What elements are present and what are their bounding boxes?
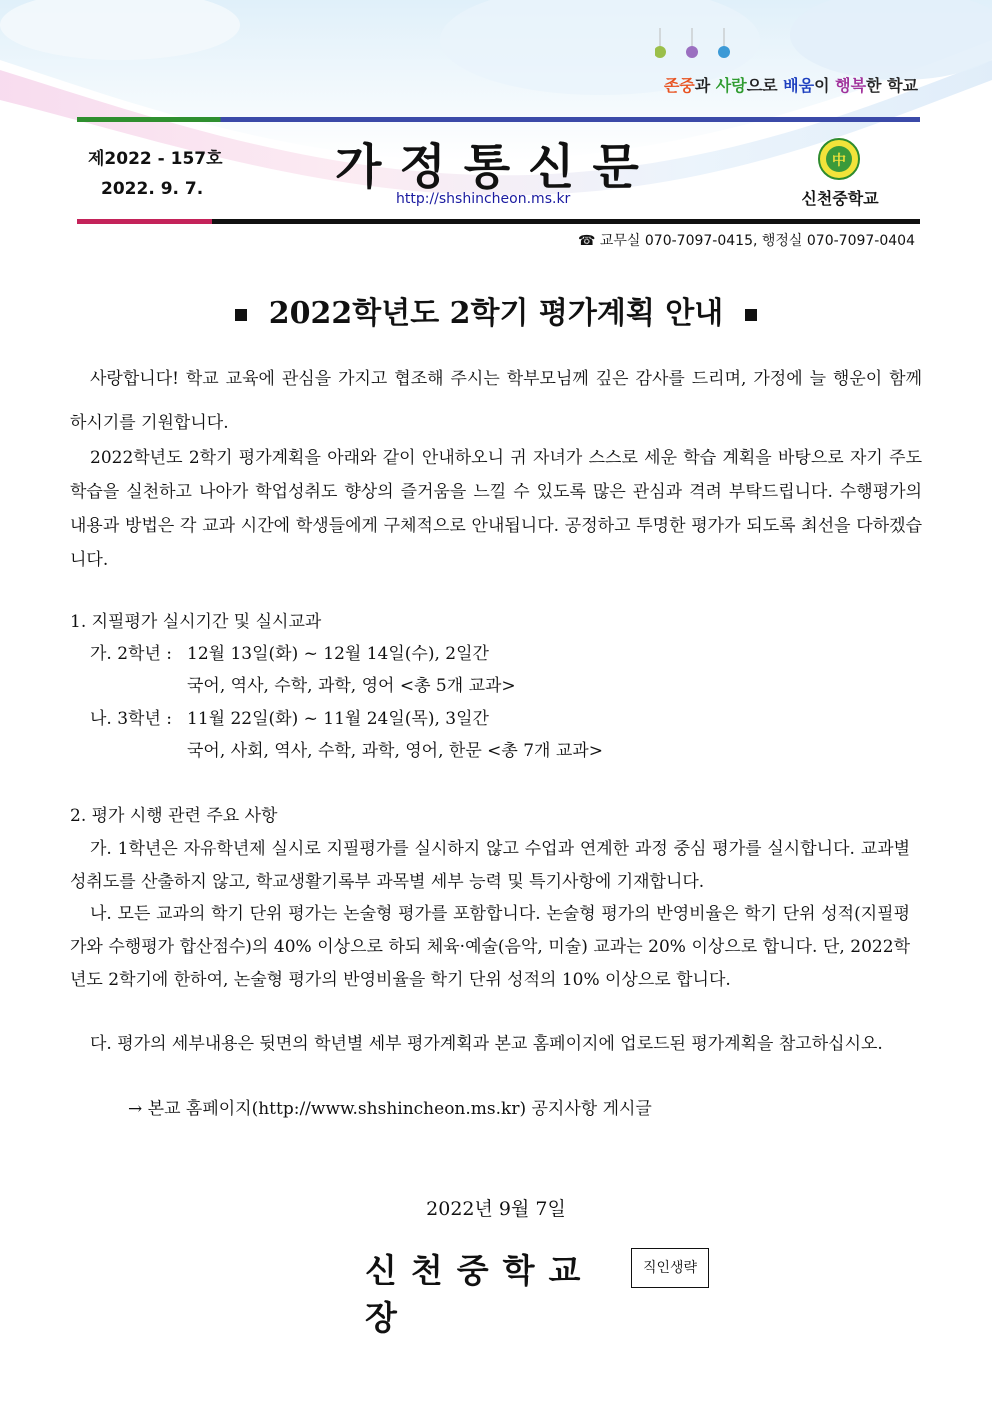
issue-number: 제2022 - 157호 [88,149,223,169]
contact-numbers: 교무실 070-7097-0415, 행정실 070-7097-0404 [599,233,915,249]
slogan-part: 배움 [783,76,815,95]
slogan-part: 존중 [663,76,695,95]
principal-signature: 신천중학교장 [365,1251,595,1337]
newsletter-title: 가정통신문 [335,139,657,195]
phone-icon: ☎ [577,233,596,249]
section-title: 2. 평가 시행 관련 주요 사항 [70,806,278,826]
slogan-part: 이 [814,76,836,95]
header-top-rule [77,117,920,122]
decorative-dots-icon [655,28,735,68]
homepage-note: → 본교 홈페이지(http://www.shshincheon.ms.kr) 공지사항 게시글 [128,1099,652,1119]
school-slogan [560,73,918,96]
list-item-label: 나. 3학년 : [90,709,173,729]
school-url[interactable]: http://shshincheon.ms.kr [396,191,571,207]
list-item: 다. 평가의 세부내용은 뒷면의 학년별 세부 평가계획과 본교 홈페이지에 업로드된 평가계획을 참고하십시오. [90,1034,883,1054]
intro-paragraph: 사랑합니다! 학교 교육에 관심을 가지고 협조해 주시는 학부모님께 깊은 감사를 드리며, 가정에 늘 행운이 함께 하시기를 기원합니다. [70,369,922,433]
slogan-part: 행복 [835,76,867,95]
list-item: 가. 1학년은 자유학년제 실시로 지필평가를 실시하지 않고 수업과 연계한 과정 중심 평가를 실시합니다. 교과별 성취도를 산출하지 않고, 학교생활기록부 과목별 세부 능력 및 특기사항에 기재합니다. [70,839,910,892]
exam-subjects: 국어, 사회, 역사, 수학, 과학, 영어, 한문 <총 7개 교과> [187,741,603,761]
issue-date: 2022. 9. 7. [101,179,204,199]
seal-omitted-box: 직인생략 [631,1248,709,1288]
exam-period: 11월 22일(화) ~ 11월 24일(목), 3일간 [187,709,489,729]
exam-subjects: 국어, 역사, 수학, 과학, 영어 <총 5개 교과> [187,676,516,696]
slogan-part: 으로 [746,76,784,95]
list-item-label: 가. 2학년 : [90,644,173,664]
svg-text:中: 中 [832,153,846,169]
section-title: 1. 지필평가 실시기간 및 실시교과 [70,612,322,632]
slogan-part: 과 [694,76,716,95]
letter-date: 2022년 9월 7일 [426,1198,566,1220]
header-bottom-rule [77,219,920,224]
square-bullet-icon [235,309,247,321]
intro-paragraph: 2022학년도 2학기 평가계획을 아래와 같이 안내하오니 귀 자녀가 스스로 세운 학습 계획을 바탕으로 자기 주도 학습을 실천하고 나아가 학업성취도 향상의 즐거움을 느낄 수 있도록 많은 관심과 격려 부탁드립니다. 수행평가의 내용과 방법은 각 교과 시간에 학생들에게 구체적으로 안내됩니다. 공정하고 투명한 평가가 되도록 최선을 다하겠습니다. [70,448,922,570]
school-name: 신천중학교 [801,189,879,208]
notice-heading-text: 2022학년도 2학기 평가계획 안내 [268,296,724,331]
contact-info [520,230,915,250]
slogan-part: 사랑 [715,76,747,95]
notice-heading [0,288,992,332]
exam-period: 12월 13일(화) ~ 12월 14일(수), 2일간 [187,644,489,664]
list-item: 나. 모든 교과의 학기 단위 평가는 논술형 평가를 포함합니다. 논술형 평가의 반영비율은 학기 단위 성적(지필평가와 수행평가 합산점수)의 40% 이상으로 하되 체육·예술(음악, 미술) 교과는 20% 이상으로 합니다. 단, 2022학년도 2학기에 한하여, 논술형 평가의 반영비율을 학기 단위 성적의 10% 이상으로 합니다. [70,904,910,990]
school-logo-icon [818,138,860,180]
slogan-part: 한 학교 [866,76,918,95]
square-bullet-icon [745,309,757,321]
